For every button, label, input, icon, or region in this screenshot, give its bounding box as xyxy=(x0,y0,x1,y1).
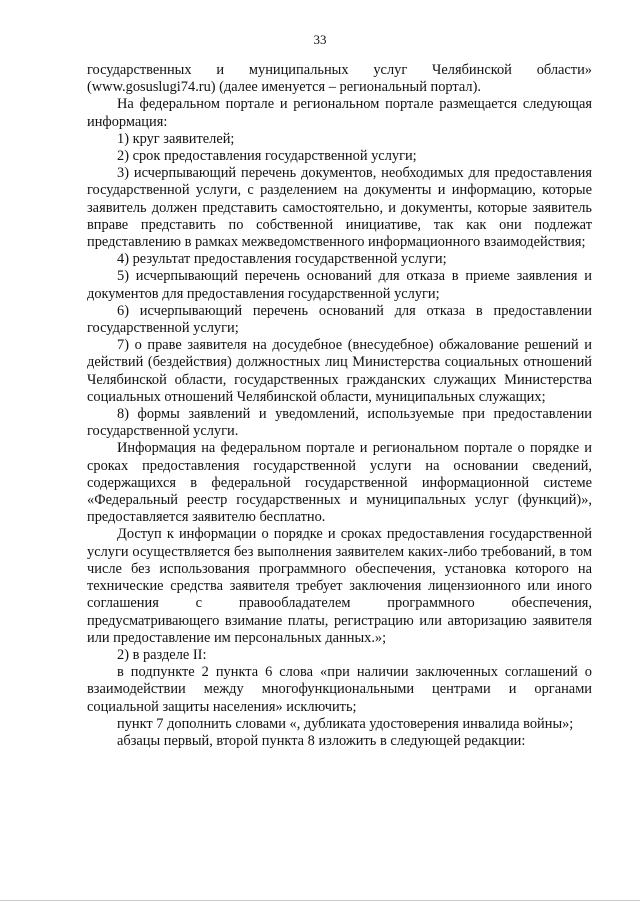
paragraph: 1) круг заявителей; xyxy=(117,130,235,147)
paragraph: Доступ к информации о порядке и сроках предоставления государственной услуги осуществляется без выполнения заявителем каких-либо требований, в том числе без использования программного обеспечения, установка которого на технические средства заявителя требует заключения лицензионного или иного соглашения с правообладателем программного обеспечения, предусматривающего взимание платы, регистрацию или авторизацию заявителя или предоставление им персональных данных.»; xyxy=(87,526,592,646)
paragraph: Информация на федеральном портале и региональном портале о порядке и сроках предоставления государственной услуги на основании сведений, содержащихся в федеральной государственной информационной системе «Федеральный реестр государственных и муниципальных услуг (функций)», предоставляется заявителю бесплатно. xyxy=(87,440,592,526)
paragraph: 6) исчерпывающий перечень оснований для отказа в предоставлении государственной услуги; xyxy=(87,302,592,337)
paragraph: 5) исчерпывающий перечень оснований для отказа в приеме заявления и документов для предоставления государственной услуги; xyxy=(87,268,592,302)
page-number: 33 xyxy=(313,32,327,47)
paragraph: 3) исчерпывающий перечень документов, необходимых для предоставления государственной услуги, с разделением на документы и информацию, которые заявитель должен представить самостоятельно, и документы, которые заявитель вправе представить по собственной инициативе, так как они подлежат представлению в рамках межведомственного информационного взаимодействия; xyxy=(87,165,592,251)
paragraph: На федеральном портале и региональном портале размещается следующая информация: xyxy=(87,96,592,130)
paragraph: абзацы первый, второй пункта 8 изложить в следующей редакции: xyxy=(117,732,526,749)
paragraph: 4) результат предоставления государственной услуги; xyxy=(117,251,447,268)
scan-edge-line xyxy=(0,900,640,901)
paragraph: 8) формы заявлений и уведомлений, используемые при предоставлении государственной услуги. xyxy=(87,406,592,440)
paragraph: в подпункте 2 пункта 6 слова «при наличии заключенных соглашений о взаимодействии между многофункциональными центрами и органами социальной защиты населения» исключить; xyxy=(87,664,592,715)
paragraph: пункт 7 дополнить словами «, дубликата удостоверения инвалида войны»; xyxy=(117,715,574,732)
paragraph: 2) срок предоставления государственной услуги; xyxy=(117,148,417,165)
document-body xyxy=(87,62,592,750)
paragraph: государственных и муниципальных услуг Челябинской области» (www.gosuslugi74.ru) (далее именуется – региональный портал). xyxy=(87,62,592,96)
paragraph: 2) в разделе II: xyxy=(117,646,207,663)
paragraph: 7) о праве заявителя на досудебное (внесудебное) обжалование решений и действий (бездействия) должностных лиц Министерства социальных отношений Челябинской области, государственных гражданских служащих Министерства социальных отношений Челябинской области, муниципальных служащих; xyxy=(87,337,592,405)
